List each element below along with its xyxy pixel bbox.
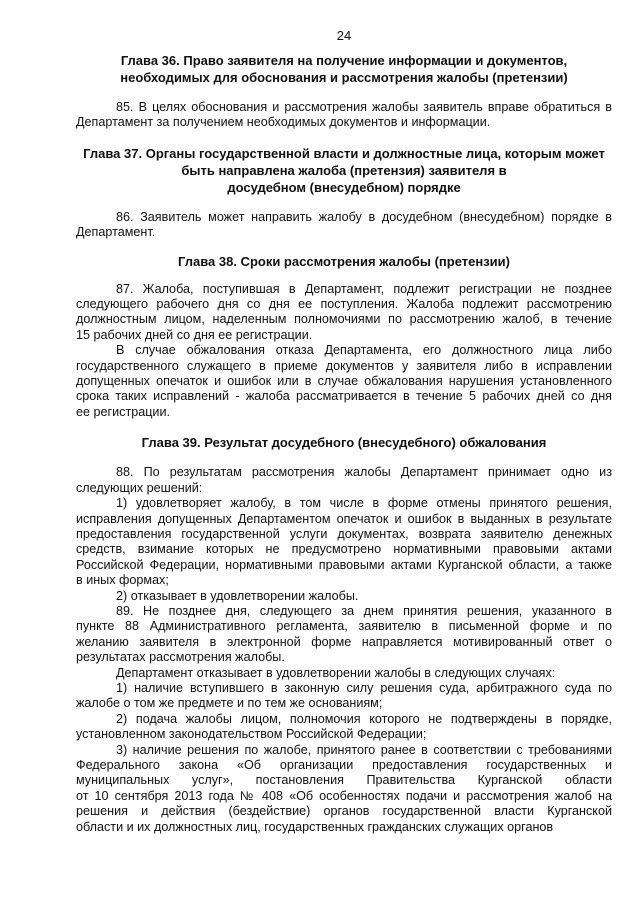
paragraph-line: 2) отказывает в удовлетворении жалобы. [116,588,359,603]
paragraph-line: следующего рабочего дня со дня ее поступления. Жалоба подлежит рассмотрению [76,297,612,312]
paragraph [76,681,612,712]
paragraph [76,666,612,681]
heading-line: Глава 36. Право заявителя на получение информации и документов, [120,53,568,68]
paragraph-line: пункте 88 Административного регламента, заявителю в письменной форме и по [76,619,612,634]
paragraph [76,100,612,131]
heading-line: Глава 37. Органы государственной власти и должностные лица, которым может [83,145,605,161]
paragraph [76,712,612,743]
chapter-heading [76,253,612,270]
paragraph-line: исправления допущенных Департаментом опечаток и ошибок в выданных в результате [76,511,612,526]
paragraph-line: 15 рабочих дней со дня ее регистрации. [76,327,313,342]
paragraph-line: Департамент за получением необходимых документов и информации. [76,115,491,130]
page-number: 24 [336,28,352,43]
paragraph-line: государственного служащего в приеме документов у заявителя либо в исправлении [76,358,612,373]
paragraph [76,282,612,344]
paragraph-line: в иных формах; [76,573,169,588]
section-spacer [76,241,612,253]
paragraph-line: предоставления государственной услуги документах, возврата заявителю денежных [76,526,612,541]
section-spacer [76,131,612,145]
paragraph-line: должностным лицом, наделенным полномочиями по рассмотрению жалоб, в течение [76,312,612,327]
section-spacer [76,44,612,52]
chapter-heading [76,145,612,196]
section-spacer [76,420,612,434]
paragraph-line: 3) наличие решения по жалобе, принятого ранее в соответствии с требованиями [116,742,612,757]
heading-spacer [76,196,612,210]
heading-spacer [76,86,612,100]
heading-line: необходимых для обоснования и рассмотрения жалобы (претензии) [120,70,568,85]
chapter-heading [76,52,612,86]
paragraph-line: 2) подача жалобы лицом, полномочия которого не подтверждены в порядке, [116,711,612,726]
paragraph-line: следующих решений: [76,480,203,495]
paragraph-line: от 10 сентября 2013 года № 408 «Об особенностях подачи и рассмотрения жалоб на [76,788,612,803]
paragraph-line: желанию заявителя в электронной форме направляется мотивированный ответ о [76,634,612,649]
paragraph-line: 88. По результатам рассмотрения жалобы Департамент принимает одно из [116,465,612,480]
heading-spacer [76,270,612,282]
paragraph-line: Департамент. [76,225,156,240]
paragraph-line: средств, взимание которых не предусмотрено нормативными правовыми актами [76,542,612,557]
paragraph-line: Департамент отказывает в удовлетворении жалобы в следующих случаях: [116,665,556,680]
paragraph [76,210,612,241]
paragraph-line: 85. В целях обоснования и рассмотрения жалобы заявитель вправе обратиться в [116,100,612,114]
paragraph [76,743,612,835]
paragraph-line: 86. Заявитель может направить жалобу в досудебном (внесудебном) порядке в [116,209,612,224]
heading-line: быть направлена жалоба (претензия) заявителя в [181,162,507,178]
paragraph-line: решения и действия (бездействие) органов государственной власти Курганской [76,804,612,819]
heading-line: Глава 39. Результат досудебного (внесудебного) обжалования [141,435,547,451]
paragraph-line: Российской Федерации, нормативными правовыми актами Курганской области, а также [76,557,612,572]
paragraph-line: ее регистрации. [76,404,170,419]
paragraph-line: результатах рассмотрения жалобы. [76,650,285,665]
paragraph-line: области и их должностных лиц, государственных гражданских служащих органов [76,819,554,834]
chapter-heading [76,434,612,451]
paragraph-line: срока таких исправлений - жалоба рассматривается в течение 5 рабочих дней со дня [76,389,612,404]
paragraph-line: 87. Жалоба, поступившая в Департамент, подлежит регистрации не позднее [116,281,612,296]
heading-spacer [76,451,612,465]
paragraph-line: 1) удовлетворяет жалобу, в том числе в форме отмены принятого решения, [116,496,612,511]
document-body [76,44,612,835]
paragraph [76,465,612,496]
paragraph [76,604,612,666]
paragraph-line: 89. Не позднее дня, следующего за днем принятия решения, указанного в [116,603,612,618]
heading-line: Глава 38. Сроки рассмотрения жалобы (претензии) [178,253,510,269]
paragraph-line: допущенных опечаток и ошибок или в случае обжалования нарушения установленного [76,374,612,389]
paragraph-line: жалобе о том же предмете и по тем же основаниям; [76,696,383,711]
paragraph-line: муниципальных услуг», постановления Правительства Курганской области [76,773,612,788]
paragraph [76,496,612,588]
heading-line: досудебном (внесудебном) порядке [227,179,461,195]
paragraph-line: установленном законодательством Российской Федерации; [76,727,427,742]
paragraph [76,589,612,604]
paragraph-line: 1) наличие вступившего в законную силу решения суда, арбитражного суда по [116,680,612,695]
paragraph-line: Федерального закона «Об организации предоставления государственных и [76,758,612,772]
paragraph-line: В случае обжалования отказа Департамента, его должностного лица либо [116,343,612,358]
paragraph [76,343,612,420]
